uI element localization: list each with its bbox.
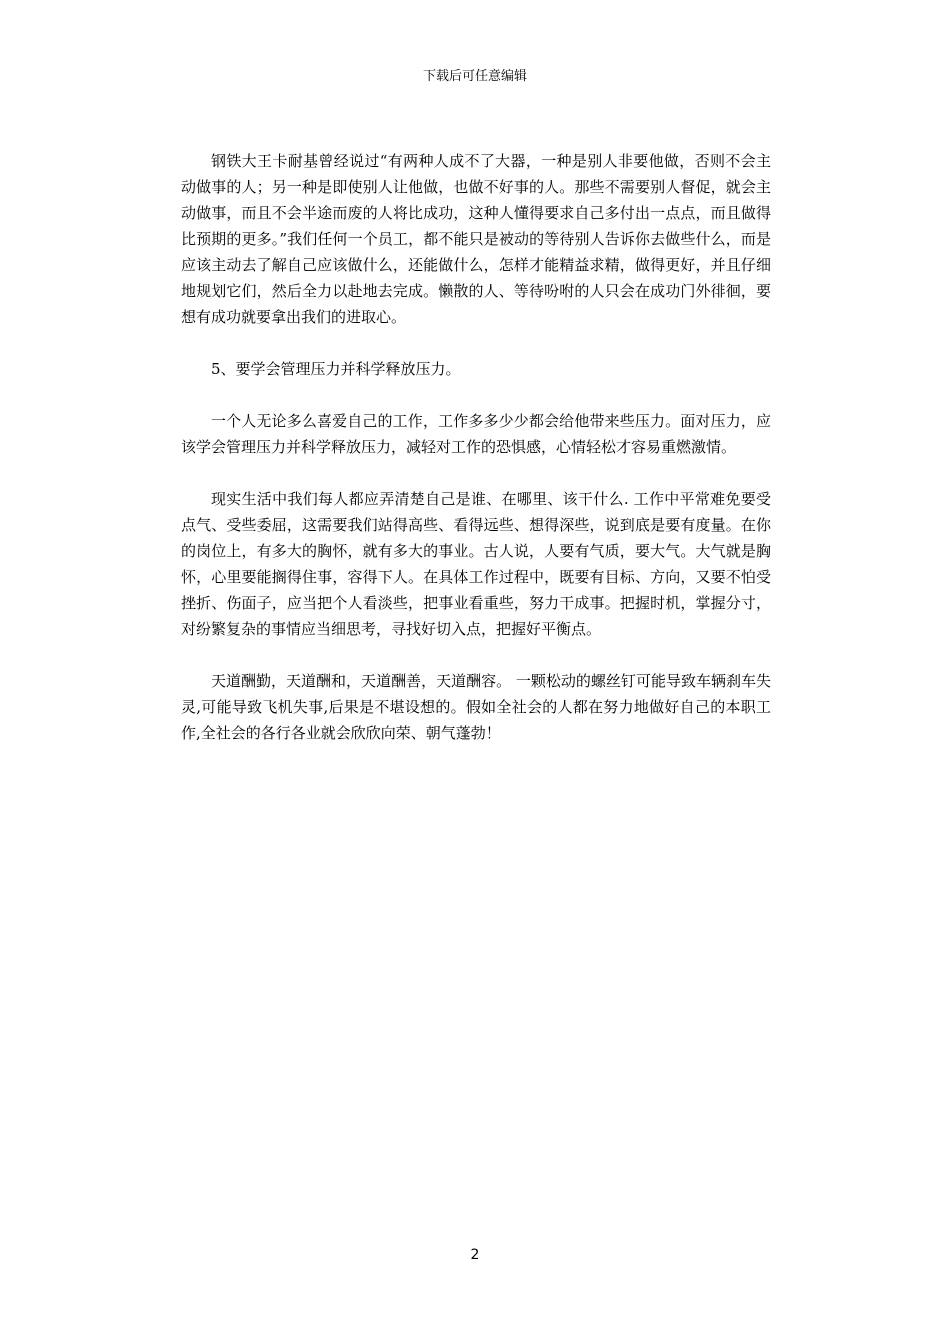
paragraph-stress-management: 一个人无论多么喜爱自己的工作，工作多多少少都会给他带来些压力。面对压力，应该学会管理压力并科学释放压力，减轻对工作的恐惧感，心情轻松才容易重燃激情。	[181, 412, 771, 456]
page-header: 下载后可任意编辑	[422, 69, 527, 84]
paragraph-real-life: 现实生活中我们每人都应弄清楚自己是谁、在哪里、该干什么. 工作中平常难免要受点气、受些委屈，这需要我们站得高些、看得远些、想得深些，说到底是要有度量。在你的岗位上，有多大的胸怀，就有多大的事业。古人说，人要有气质，要大气。大气就是胸怀，心里要能搁得住事，容得下人。在具体工作过程中，既要有目标、方向，又要不怕受挫折、伤面子，应当把个人看淡些，把事业看重些，努力干成事。把握时机，掌握分寸，对纷繁复杂的事情应当细思考，寻找好切入点，把握好平衡点。	[181, 490, 771, 638]
document-body	[181, 148, 771, 746]
paragraph-carnegie-quote: 钢铁大王卡耐基曾经说过“有两种人成不了大器，一种是别人非要他做，否则不会主动做事的人；另一种是即使别人让他做，也做不好事的人。那些不需要别人督促，就会主动做事，而且不会半途而废的人将比成功，这种人懂得要求自己多付出一点点，而且做得比预期的更多。”我们任何一个员工，都不能只是被动的等待别人告诉你去做些什么，而是应该主动去了解自己应该做什么，还能做什么，怎样才能精益求精，做得更好，并且仔细地规划它们，然后全力以赴地去完成。懒散的人、等待吩咐的人只会在成功门外徘徊，要想有成功就要拿出我们的进取心。	[181, 152, 771, 326]
paragraph-conclusion: 天道酬勤，天道酬和，天道酬善，天道酬容。 一颗松动的螺丝钉可能导致车辆刹车失灵,可能导致飞机失事,后果是不堪设想的。假如全社会的人都在努力地做好自己的本职工作,全社会的各行各业就会欣欣向荣、朝气蓬勃！	[181, 672, 771, 742]
section-heading-stress: 5、要学会管理压力并科学释放压力。	[211, 360, 461, 378]
page-number: 2	[470, 1247, 480, 1263]
